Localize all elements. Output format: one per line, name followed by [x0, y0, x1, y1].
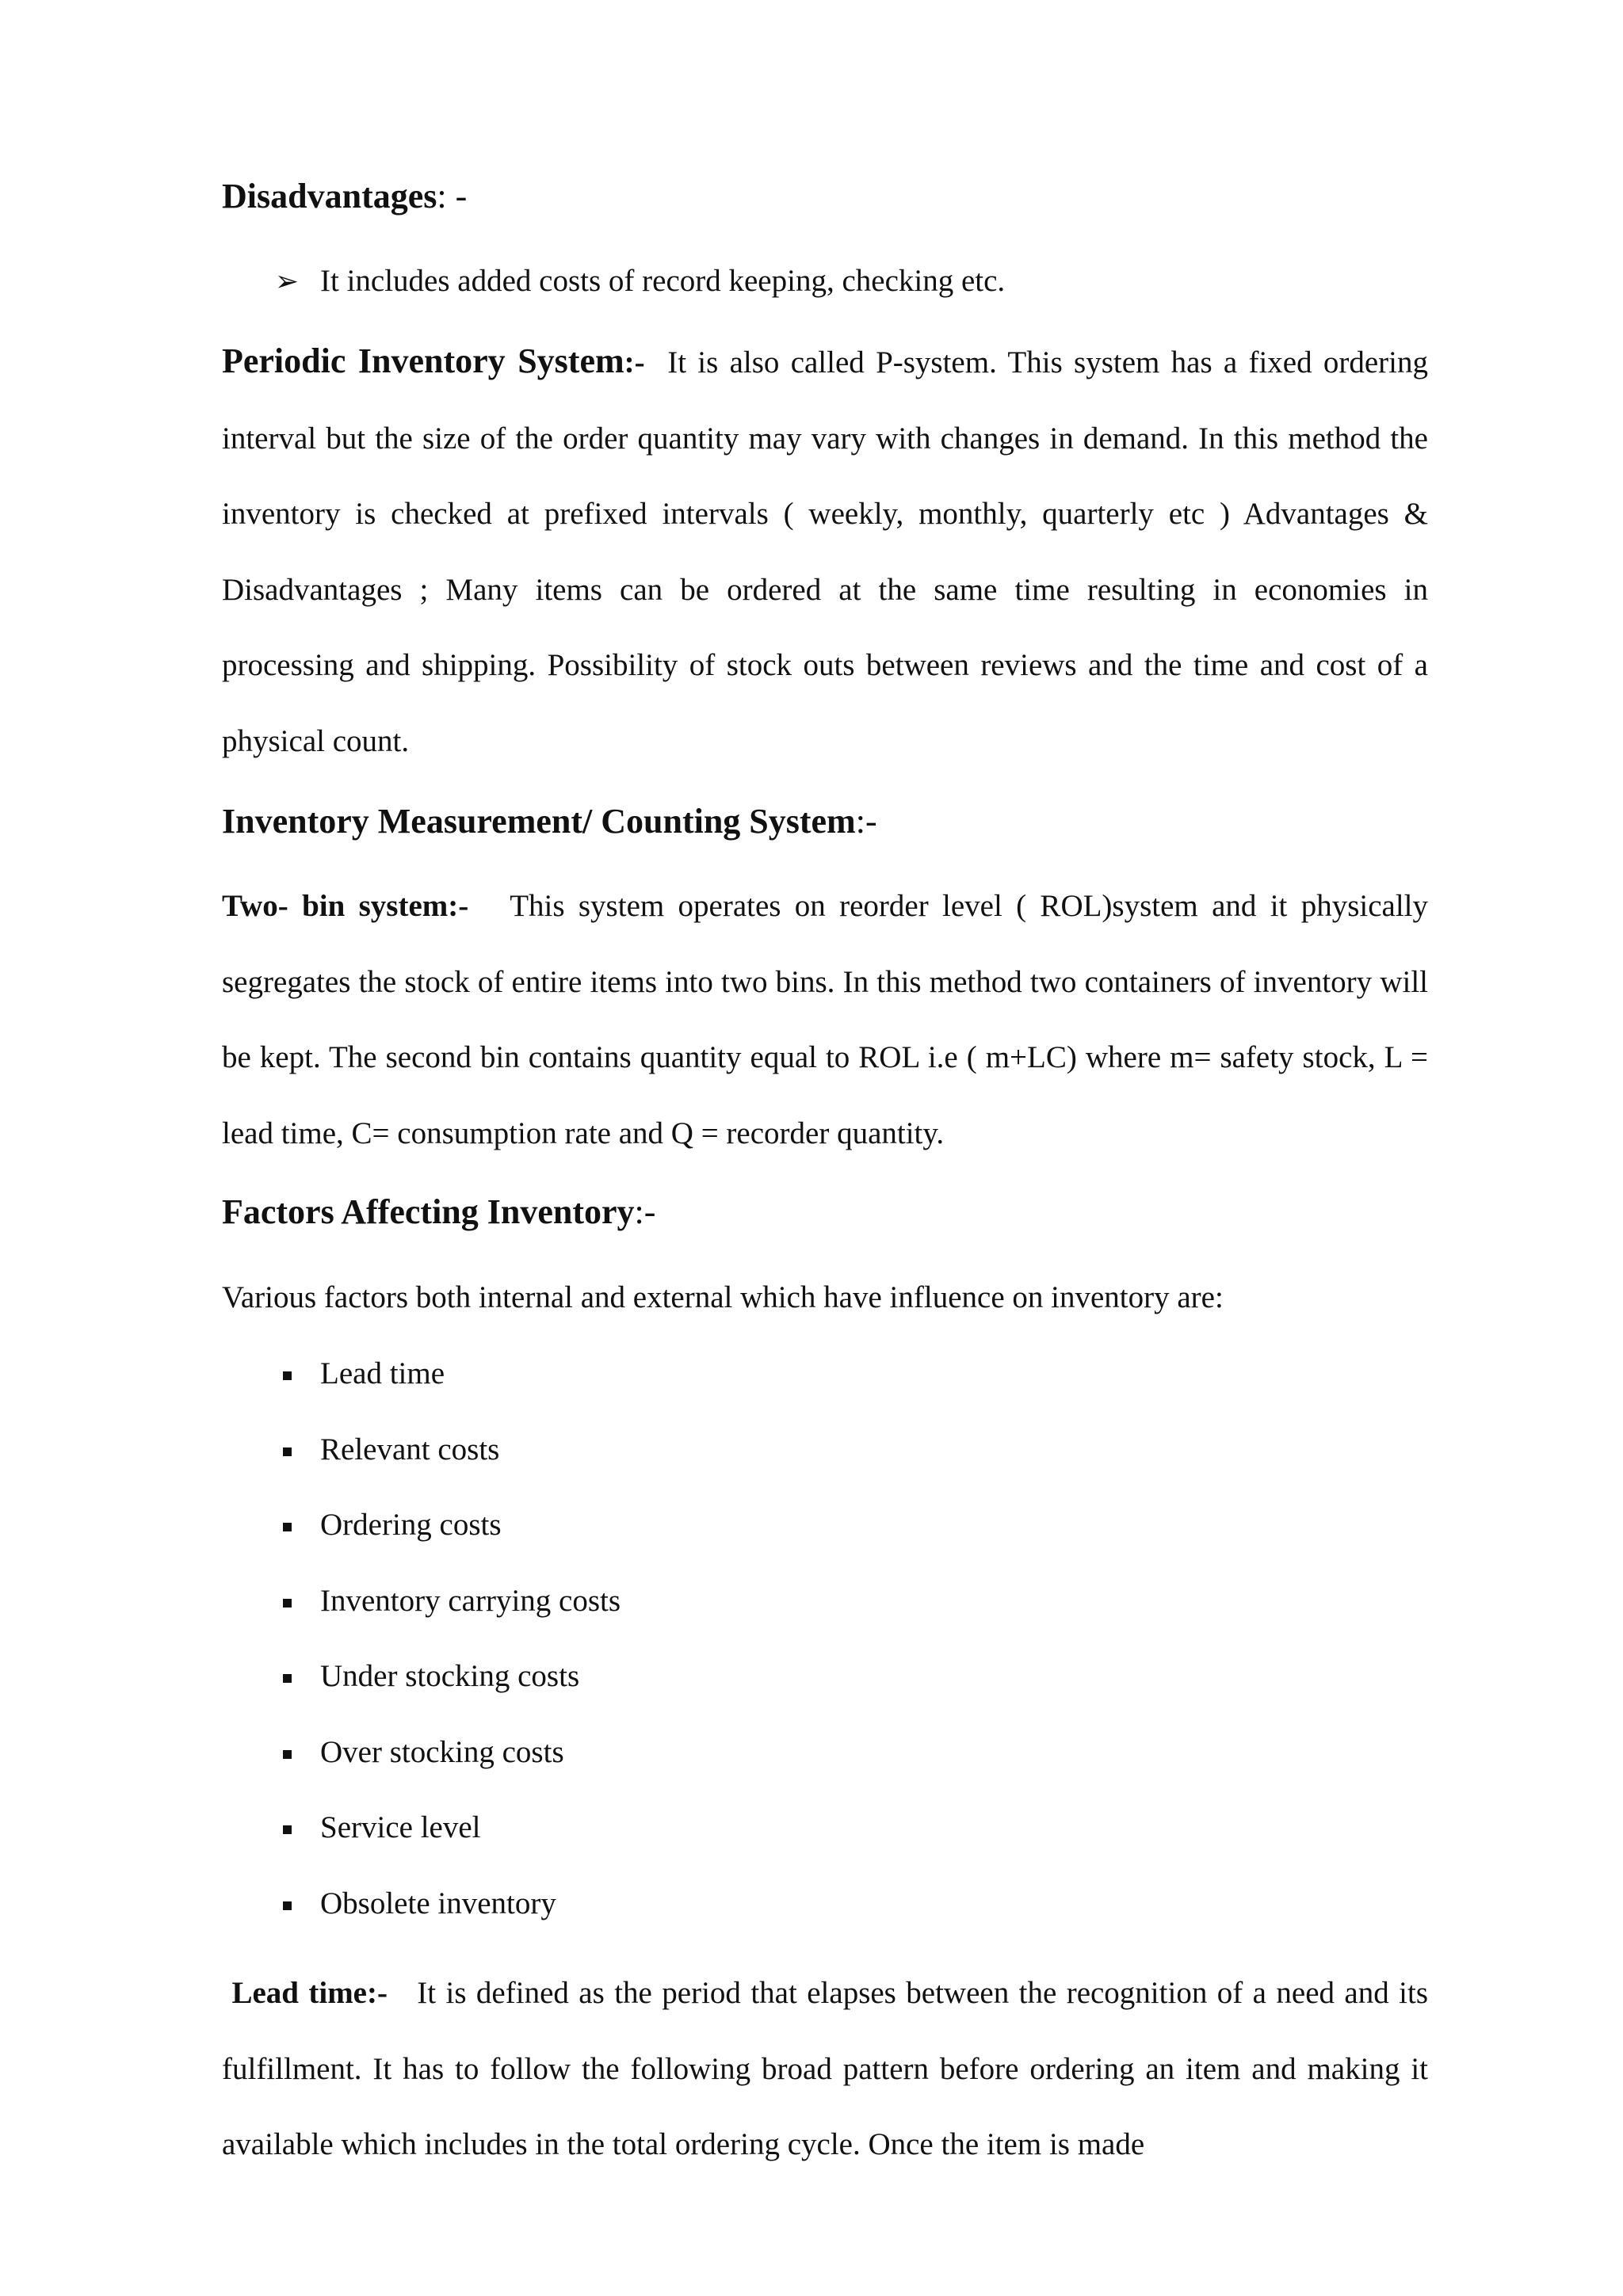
disadvantages-list	[222, 257, 1428, 334]
factor-item-text: Ordering costs	[320, 1508, 502, 1542]
list-item	[222, 1426, 1428, 1502]
square-bullet-icon	[271, 1653, 303, 1700]
square-bullet-icon	[271, 1729, 303, 1776]
list-item	[222, 1577, 1428, 1653]
square-bullet-icon	[271, 1350, 303, 1398]
lead-time-label: Lead time:-	[231, 1976, 388, 2010]
square-bullet-icon	[271, 1426, 303, 1474]
list-item	[222, 1501, 1428, 1577]
list-item	[222, 257, 1428, 334]
square-bullet-icon	[271, 1880, 303, 1928]
list-item	[222, 1350, 1428, 1426]
factor-item-text: Under stocking costs	[320, 1659, 580, 1693]
factor-item-text: Relevant costs	[320, 1432, 500, 1466]
factor-item-text: Inventory carrying costs	[320, 1583, 621, 1618]
two-bin-paragraph	[222, 868, 1428, 1171]
list-item	[222, 1653, 1428, 1729]
factors-suffix: :-	[634, 1192, 656, 1231]
measurement-suffix: :-	[855, 802, 877, 841]
measurement-title: Inventory Measurement/ Counting System	[222, 802, 856, 841]
factor-item-text: Obsolete inventory	[320, 1886, 556, 1920]
periodic-inventory-suffix: :-	[624, 345, 645, 379]
disadvantages-heading	[222, 173, 1428, 220]
lead-time-paragraph	[222, 1955, 1428, 2183]
two-bin-text: This system operates on reorder level ( ROL)system and it physically segregates the stock of entire items into two bins. In this method two containers of inventory will be kept. The second bin contains quantity equal to ROL i.e ( m+LC) where m= safety stock, L = lead time, C= consumption rate and Q = recorder quantity.	[222, 889, 1428, 1150]
arrow-bullet-icon: ➢	[274, 265, 300, 297]
factors-list	[222, 1350, 1428, 1955]
list-item	[222, 1804, 1428, 1880]
factor-item-text: Lead time	[320, 1356, 445, 1390]
factor-item-text: Service level	[320, 1810, 481, 1844]
lead-time-text: It is defined as the period that elapses between the recognition of a need and its fulfillment. It has to follow the following broad pattern before ordering an item and making it available which includes in the total ordering cycle. Once the item is made	[222, 1976, 1429, 2161]
list-item	[222, 1729, 1428, 1805]
factor-item-text: Over stocking costs	[320, 1734, 564, 1769]
list-item	[222, 1880, 1428, 1956]
measurement-heading	[222, 798, 1428, 845]
periodic-inventory-text: It is also called P-system. This system has a fixed ordering interval but the size of the order quantity may vary with changes in demand. In this method the inventory is checked at prefixed intervals ( weekly, monthly, quarterly etc ) Advantages & Disadvantages ; Many items can be ordered at the same time resulting in economies in processing and shipping. Possibility of stock outs between reviews and the time and cost of a physical count.	[222, 345, 1429, 758]
periodic-inventory-title: Periodic Inventory System	[222, 341, 624, 380]
disadvantage-item-text: It includes added costs of record keeping, checking etc.	[320, 264, 1006, 298]
disadvantages-suffix: : -	[437, 177, 468, 215]
factors-title: Factors Affecting Inventory	[222, 1192, 635, 1231]
two-bin-label: Two- bin system:-	[222, 889, 469, 923]
square-bullet-icon	[271, 1501, 303, 1549]
square-bullet-icon	[271, 1804, 303, 1852]
factors-heading	[222, 1188, 1428, 1236]
square-bullet-icon	[271, 1577, 303, 1625]
disadvantages-title: Disadvantages	[222, 177, 437, 215]
factors-intro: Various factors both internal and external which have influence on inventory are:	[222, 1280, 1224, 1314]
periodic-inventory-paragraph	[222, 323, 1428, 779]
